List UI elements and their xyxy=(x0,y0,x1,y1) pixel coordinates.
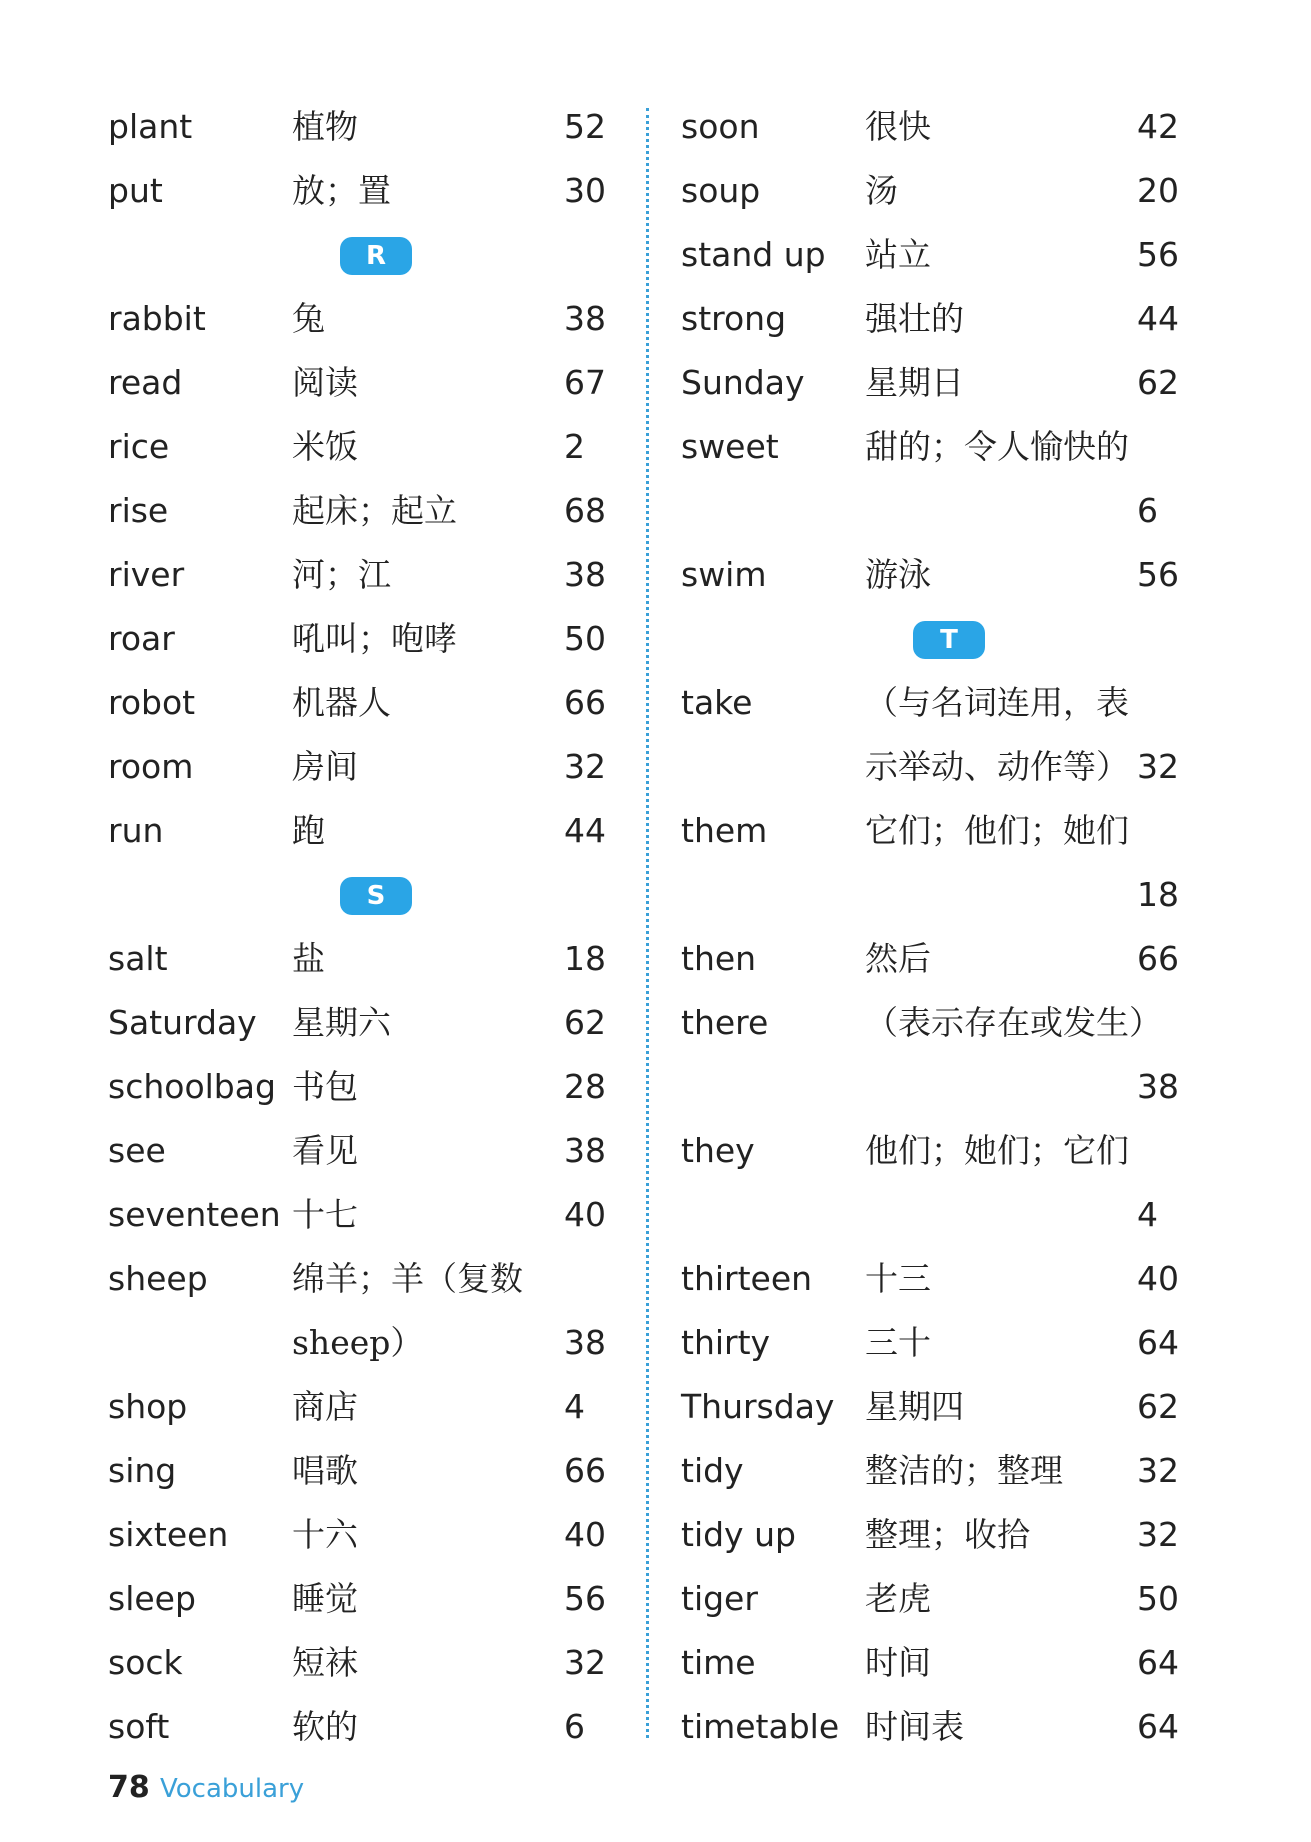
page-reference: 32 xyxy=(564,1643,606,1682)
english-word: sing xyxy=(108,1451,177,1490)
english-word: seventeen xyxy=(108,1195,281,1234)
vocab-entry xyxy=(108,927,628,991)
page-reference: 4 xyxy=(1137,1195,1158,1234)
vocab-entry xyxy=(681,799,1201,863)
chinese-meaning: 看见 xyxy=(292,1131,358,1170)
vocab-entry xyxy=(681,735,1201,799)
page-reference: 38 xyxy=(564,1131,606,1170)
vocab-entry xyxy=(108,543,628,607)
vocab-entry xyxy=(108,287,628,351)
page-reference: 38 xyxy=(564,1323,606,1362)
chinese-meaning: 很快 xyxy=(865,107,931,146)
chinese-meaning: 十三 xyxy=(865,1259,931,1298)
page-reference: 44 xyxy=(564,811,606,850)
english-word: sleep xyxy=(108,1579,196,1618)
chinese-meaning: 示举动、动作等） xyxy=(865,747,1129,786)
letter-badge: S xyxy=(340,877,412,915)
vocab-entry xyxy=(108,607,628,671)
vocab-entry xyxy=(681,95,1201,159)
page-number: 78 xyxy=(108,1770,150,1805)
english-word: river xyxy=(108,555,185,594)
page-reference: 66 xyxy=(1137,939,1179,978)
vocab-entry xyxy=(681,863,1201,927)
chinese-meaning: 机器人 xyxy=(292,683,391,722)
page-reference: 44 xyxy=(1137,299,1179,338)
english-word: soft xyxy=(108,1707,170,1746)
english-word: they xyxy=(681,1131,755,1170)
chinese-meaning: 唱歌 xyxy=(292,1451,358,1490)
chinese-meaning: 星期日 xyxy=(865,363,964,402)
english-word: Sunday xyxy=(681,363,805,402)
english-word: rice xyxy=(108,427,170,466)
english-word: rabbit xyxy=(108,299,206,338)
english-word: robot xyxy=(108,683,196,722)
english-word: Thursday xyxy=(681,1387,835,1426)
vocab-entry xyxy=(681,1567,1201,1631)
page-reference: 62 xyxy=(1137,363,1179,402)
page-reference: 32 xyxy=(1137,1515,1179,1554)
chinese-meaning: 兔 xyxy=(292,299,325,338)
chinese-meaning: 房间 xyxy=(292,747,358,786)
page-reference: 66 xyxy=(564,1451,606,1490)
english-word: rise xyxy=(108,491,169,530)
english-word: stand up xyxy=(681,235,826,274)
chinese-meaning: 吼叫；咆哮 xyxy=(292,619,457,658)
english-word: there xyxy=(681,1003,769,1042)
chinese-meaning: 老虎 xyxy=(865,1579,931,1618)
vocab-entry xyxy=(108,95,628,159)
english-word: thirteen xyxy=(681,1259,813,1298)
chinese-meaning: 整洁的；整理 xyxy=(865,1451,1063,1490)
vocab-entry xyxy=(108,799,628,863)
chinese-meaning: 盐 xyxy=(292,939,325,978)
english-word: salt xyxy=(108,939,168,978)
english-word: thirty xyxy=(681,1323,771,1362)
chinese-meaning: 游泳 xyxy=(865,555,931,594)
english-word: tiger xyxy=(681,1579,758,1618)
vocab-entry xyxy=(681,1119,1201,1183)
english-word: roar xyxy=(108,619,175,658)
page-reference: 42 xyxy=(1137,107,1179,146)
english-word: shop xyxy=(108,1387,188,1426)
english-word: timetable xyxy=(681,1707,840,1746)
page-reference: 62 xyxy=(1137,1387,1179,1426)
chinese-meaning: 强壮的 xyxy=(865,299,964,338)
vocab-entry xyxy=(108,351,628,415)
vocab-entry xyxy=(681,1183,1201,1247)
page-reference: 20 xyxy=(1137,171,1179,210)
chinese-meaning: 十七 xyxy=(292,1195,358,1234)
chinese-meaning: 汤 xyxy=(865,171,898,210)
vocab-entry xyxy=(108,1055,628,1119)
english-word: take xyxy=(681,683,753,722)
chinese-meaning: 时间表 xyxy=(865,1707,964,1746)
vocab-entry xyxy=(681,159,1201,223)
vocab-entry xyxy=(108,1119,628,1183)
vocab-entry xyxy=(108,479,628,543)
english-word: time xyxy=(681,1643,756,1682)
vocab-entry xyxy=(681,1311,1201,1375)
page-reference: 32 xyxy=(1137,747,1179,786)
chinese-meaning: 书包 xyxy=(292,1067,358,1106)
page-reference: 32 xyxy=(1137,1451,1179,1490)
chinese-meaning: 十六 xyxy=(292,1515,358,1554)
page-reference: 18 xyxy=(564,939,606,978)
vocab-entry xyxy=(108,671,628,735)
vocab-entry xyxy=(681,1055,1201,1119)
english-word: strong xyxy=(681,299,787,338)
vocab-entry xyxy=(681,223,1201,287)
page-reference: 50 xyxy=(1137,1579,1179,1618)
chinese-meaning: 米饭 xyxy=(292,427,358,466)
chinese-meaning: 短袜 xyxy=(292,1643,358,1682)
page-reference: 64 xyxy=(1137,1707,1179,1746)
page-reference: 64 xyxy=(1137,1643,1179,1682)
page-reference: 64 xyxy=(1137,1323,1179,1362)
page-reference: 2 xyxy=(564,427,585,466)
letter-section-header xyxy=(108,863,628,927)
chinese-meaning: 时间 xyxy=(865,1643,931,1682)
english-word: schoolbag xyxy=(108,1067,276,1106)
vocab-entry xyxy=(108,1247,628,1311)
english-word: then xyxy=(681,939,757,978)
english-word: soup xyxy=(681,171,761,210)
vocab-entry xyxy=(108,1567,628,1631)
vocab-entry xyxy=(108,1631,628,1695)
vocab-entry xyxy=(681,1631,1201,1695)
english-word: sheep xyxy=(108,1259,208,1298)
vocab-entry xyxy=(681,671,1201,735)
page-reference: 40 xyxy=(1137,1259,1179,1298)
chinese-meaning: 它们；他们；她们 xyxy=(865,811,1129,850)
chinese-meaning: sheep） xyxy=(292,1323,424,1362)
chinese-meaning: 然后 xyxy=(865,939,931,978)
page-reference: 28 xyxy=(564,1067,606,1106)
page-reference: 32 xyxy=(564,747,606,786)
english-word: sock xyxy=(108,1643,183,1682)
english-word: see xyxy=(108,1131,166,1170)
page-reference: 52 xyxy=(564,107,606,146)
page-reference: 66 xyxy=(564,683,606,722)
vocab-entry xyxy=(108,1183,628,1247)
vocab-entry xyxy=(681,991,1201,1055)
chinese-meaning: （与名词连用，表 xyxy=(865,683,1129,722)
vocab-entry xyxy=(681,543,1201,607)
page-reference: 18 xyxy=(1137,875,1179,914)
english-word: put xyxy=(108,171,163,210)
vocab-entry xyxy=(681,1247,1201,1311)
chinese-meaning: 商店 xyxy=(292,1387,358,1426)
chinese-meaning: 跑 xyxy=(292,811,325,850)
english-word: swim xyxy=(681,555,767,594)
chinese-meaning: 站立 xyxy=(865,235,931,274)
english-word: them xyxy=(681,811,768,850)
page-reference: 6 xyxy=(1137,491,1158,530)
page-reference: 68 xyxy=(564,491,606,530)
vocab-entry xyxy=(681,415,1201,479)
page-reference: 30 xyxy=(564,171,606,210)
vocab-entry xyxy=(681,287,1201,351)
english-word: tidy up xyxy=(681,1515,796,1554)
vocab-entry xyxy=(681,1503,1201,1567)
page-reference: 38 xyxy=(564,555,606,594)
page-reference: 56 xyxy=(1137,235,1179,274)
page-reference: 40 xyxy=(564,1515,606,1554)
vocab-entry xyxy=(681,351,1201,415)
section-label: Vocabulary xyxy=(160,1774,305,1804)
chinese-meaning: 河；江 xyxy=(292,555,391,594)
vocab-entry xyxy=(681,1375,1201,1439)
english-word: run xyxy=(108,811,164,850)
page-reference: 67 xyxy=(564,363,606,402)
page-reference: 38 xyxy=(564,299,606,338)
column-divider xyxy=(646,108,649,1738)
chinese-meaning: 星期六 xyxy=(292,1003,391,1042)
letter-badge: T xyxy=(913,621,985,659)
chinese-meaning: 星期四 xyxy=(865,1387,964,1426)
english-word: soon xyxy=(681,107,760,146)
chinese-meaning: 甜的；令人愉快的 xyxy=(865,427,1129,466)
english-word: sweet xyxy=(681,427,779,466)
english-word: Saturday xyxy=(108,1003,257,1042)
chinese-meaning: 整理；收拾 xyxy=(865,1515,1030,1554)
chinese-meaning: 绵羊；羊（复数 xyxy=(292,1259,523,1298)
vocab-entry xyxy=(108,1439,628,1503)
english-word: sixteen xyxy=(108,1515,229,1554)
letter-section-header xyxy=(681,607,1201,671)
english-word: read xyxy=(108,363,183,402)
vocab-entry xyxy=(108,159,628,223)
chinese-meaning: （表示存在或发生） xyxy=(865,1003,1162,1042)
vocab-entry xyxy=(108,1311,628,1375)
english-word: tidy xyxy=(681,1451,744,1490)
vocab-entry xyxy=(108,1503,628,1567)
chinese-meaning: 起床；起立 xyxy=(292,491,457,530)
vocab-entry xyxy=(108,1375,628,1439)
page-reference: 6 xyxy=(564,1707,585,1746)
page-reference: 38 xyxy=(1137,1067,1179,1106)
page-reference: 56 xyxy=(1137,555,1179,594)
vocab-entry xyxy=(108,735,628,799)
chinese-meaning: 他们；她们；它们 xyxy=(865,1131,1129,1170)
vocab-entry xyxy=(681,1439,1201,1503)
chinese-meaning: 放；置 xyxy=(292,171,391,210)
vocab-entry xyxy=(108,415,628,479)
letter-section-header xyxy=(108,223,628,287)
chinese-meaning: 睡觉 xyxy=(292,1579,358,1618)
page-reference: 40 xyxy=(564,1195,606,1234)
page-reference: 50 xyxy=(564,619,606,658)
vocab-entry xyxy=(681,479,1201,543)
chinese-meaning: 植物 xyxy=(292,107,358,146)
page-reference: 4 xyxy=(564,1387,585,1426)
page-reference: 56 xyxy=(564,1579,606,1618)
vocab-entry xyxy=(108,1695,628,1759)
vocab-entry xyxy=(681,1695,1201,1759)
chinese-meaning: 阅读 xyxy=(292,363,358,402)
english-word: plant xyxy=(108,107,193,146)
vocab-entry xyxy=(108,991,628,1055)
vocab-entry xyxy=(681,927,1201,991)
letter-badge: R xyxy=(340,237,412,275)
chinese-meaning: 三十 xyxy=(865,1323,931,1362)
english-word: room xyxy=(108,747,194,786)
chinese-meaning: 软的 xyxy=(292,1707,358,1746)
page-reference: 62 xyxy=(564,1003,606,1042)
